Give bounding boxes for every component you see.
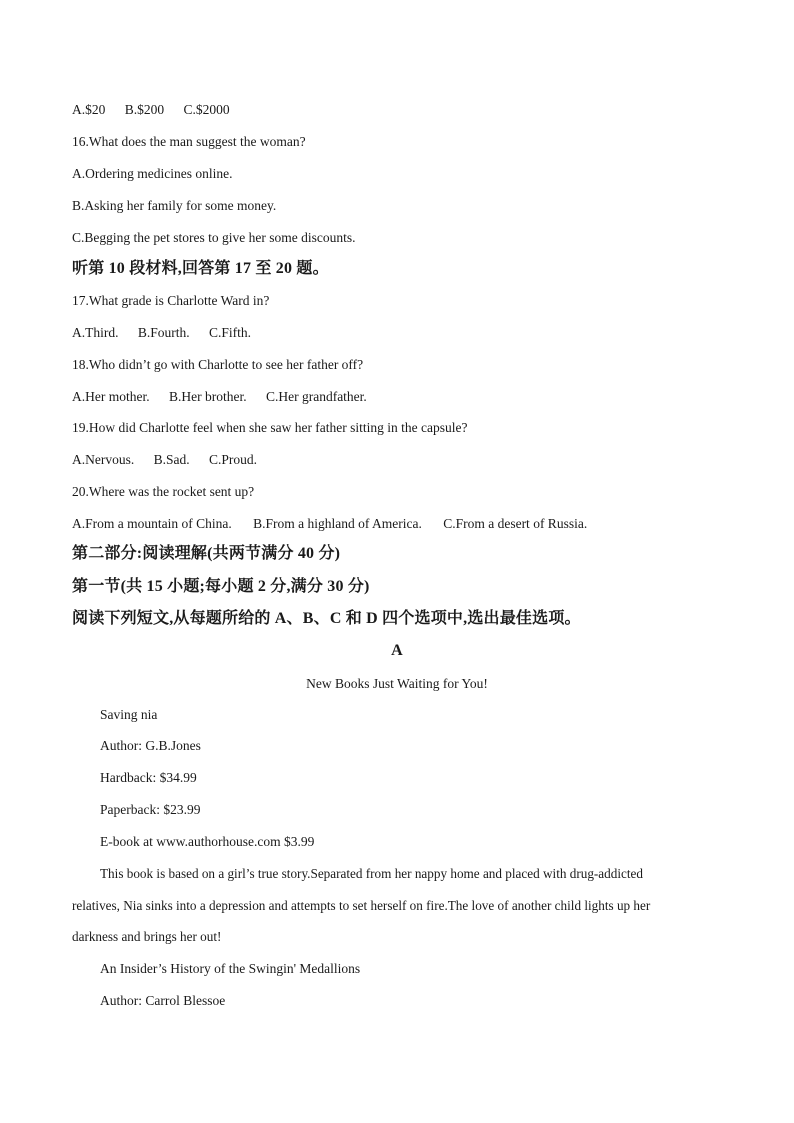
q18-option-b: B.Her brother.	[168, 389, 247, 404]
book2-title: An Insider’s History of the Swingin' Medallions	[100, 961, 361, 976]
q20-option-a: A.From a mountain of China.	[72, 516, 232, 531]
q19-question: 19.How did Charlotte feel when she saw her father sitting in the capsule?	[72, 420, 468, 435]
q20-option-b: B.From a highland of America.	[253, 516, 422, 531]
q17-option-b: B.Fourth.	[137, 325, 190, 340]
q17-question: 17.What grade is Charlotte Ward in?	[72, 293, 270, 308]
book1-description-line1: This book is based on a girl’s true story.Separated from her nappy home and placed with drug-addicted	[100, 866, 643, 881]
book1-description-line3: darkness and brings her out!	[72, 929, 222, 944]
q19-option-b: B.Sad.	[153, 452, 190, 467]
q19-option-a: A.Nervous.	[72, 452, 135, 467]
section10-heading: 听第 10 段材料,回答第 17 至 20 题。	[72, 260, 329, 277]
q16-question: 16.What does the man suggest the woman?	[72, 134, 306, 149]
book1-ebook-price: E-book at www.authorhouse.com $3.99	[100, 834, 315, 849]
book2-author: Author: Carrol Blessoe	[100, 993, 226, 1008]
q15-option-c: C.$2000	[183, 102, 230, 117]
passage-title: New Books Just Waiting for You!	[306, 676, 488, 691]
q19-option-c: C.Proud.	[209, 452, 258, 467]
q17-option-a: A.Third.	[72, 325, 119, 340]
q15-option-a: A.$20	[72, 102, 106, 117]
q20-options	[72, 515, 587, 533]
q15-options	[72, 101, 230, 119]
book1-paperback-price: Paperback: $23.99	[100, 802, 201, 817]
q16-option-a: A.Ordering medicines online.	[72, 166, 233, 181]
book1-title: Saving nia	[100, 707, 158, 722]
reading-instruction: 阅读下列短文,从每题所给的 A、B、C 和 D 四个选项中,选出最佳选项。	[72, 610, 581, 627]
q18-options	[72, 388, 367, 406]
book1-author: Author: G.B.Jones	[100, 738, 201, 753]
q18-question: 18.Who didn’t go with Charlotte to see her father off?	[72, 357, 364, 372]
part2-heading: 第二部分:阅读理解(共两节满分 40 分)	[72, 545, 341, 562]
book1-description-line2: relatives, Nia sinks into a depression and attempts to set herself on fire.The love of another child lights up her	[72, 898, 651, 913]
q18-option-a: A.Her mother.	[72, 389, 150, 404]
q17-options	[72, 324, 251, 342]
passage-label: A	[391, 642, 403, 659]
q17-option-c: C.Fifth.	[209, 325, 252, 340]
q19-options	[72, 451, 257, 469]
q16-option-b: B.Asking her family for some money.	[72, 198, 277, 213]
q20-option-c: C.From a desert of Russia.	[443, 516, 588, 531]
book1-hardback-price: Hardback: $34.99	[100, 770, 197, 785]
q20-question: 20.Where was the rocket sent up?	[72, 484, 255, 499]
q15-option-b: B.$200	[124, 102, 165, 117]
q18-option-c: C.Her grandfather.	[265, 389, 367, 404]
q16-option-c: C.Begging the pet stores to give her some discounts.	[72, 230, 356, 245]
part2-section1-heading: 第一节(共 15 小题;每小题 2 分,满分 30 分)	[72, 578, 370, 595]
